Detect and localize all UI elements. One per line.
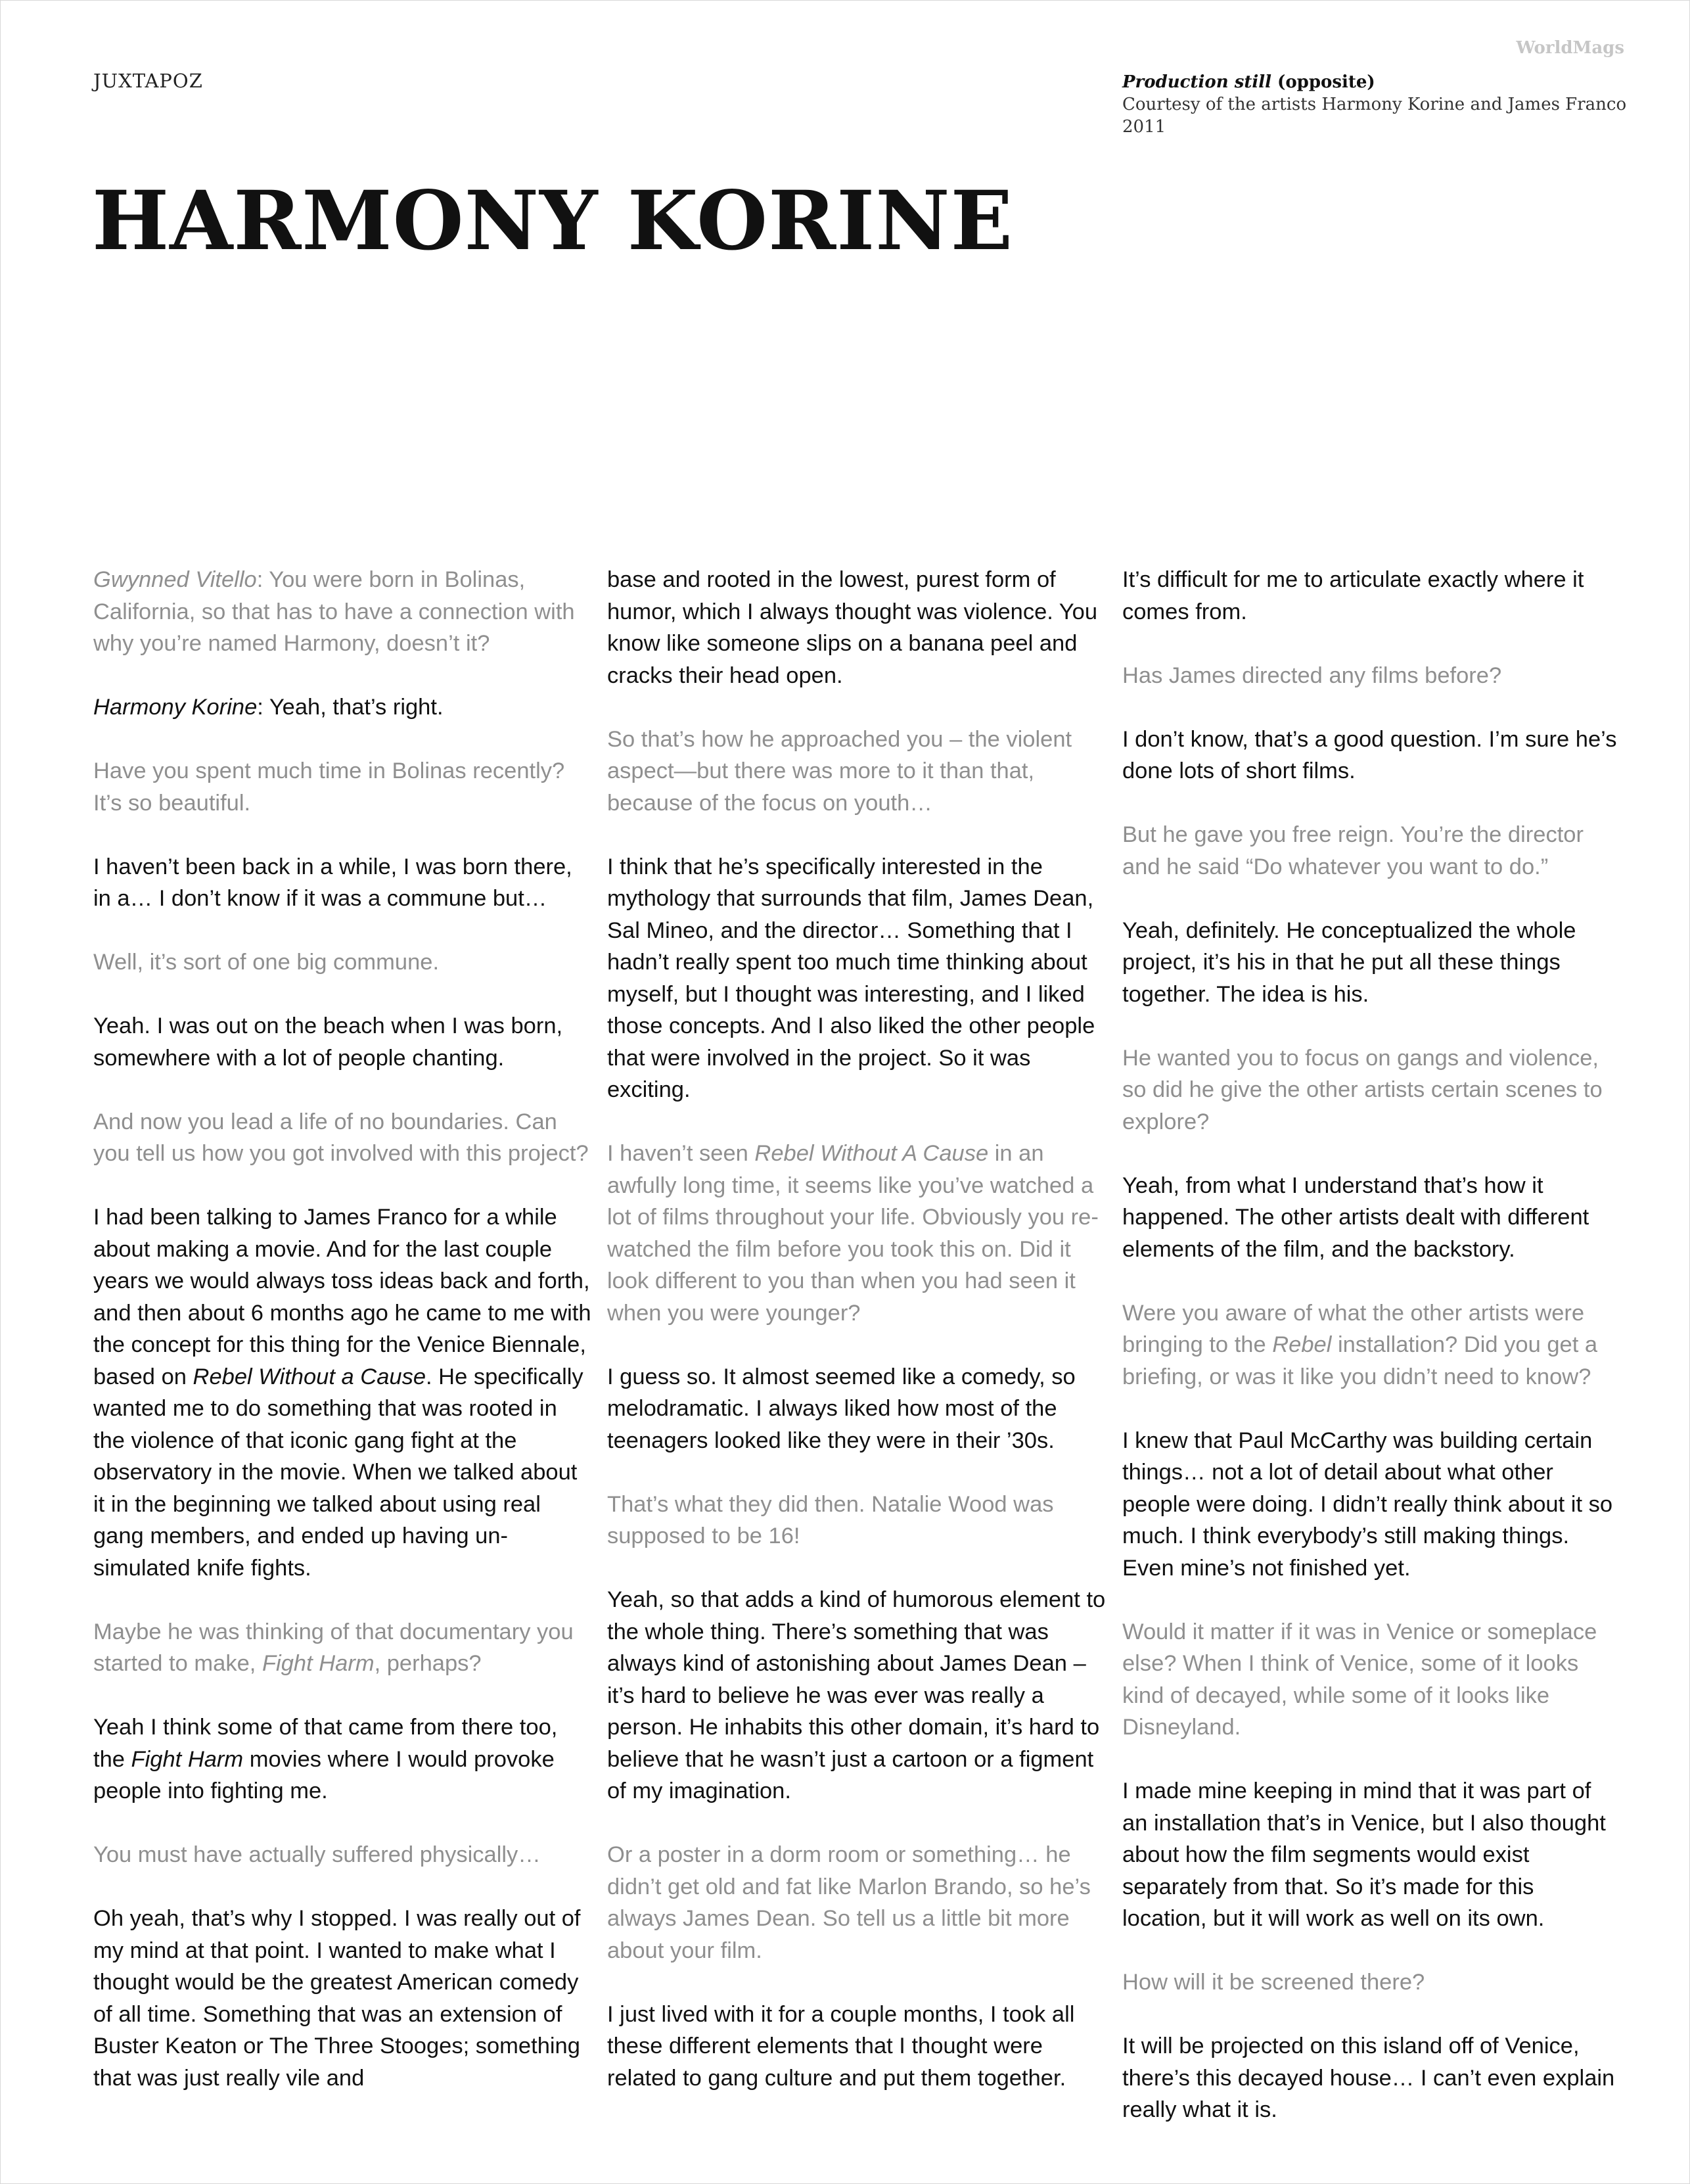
answer-text: Yeah I think some of that came from there too, the (93, 1715, 558, 1772)
caption-year: 2011 (1122, 117, 1166, 137)
answer-text: I had been talking to James Franco for a while about making a movie. And for the last couple years we would always toss ideas back and forth, and then about 6 months ago he came to me with the concept for this thing for the Venice Biennale, based on (93, 1205, 591, 1389)
answer-text: : Yeah, that’s right. (257, 695, 444, 720)
answer-paragraph: Yeah. I was out on the beach when I was born, somewhere with a lot of people chanting. (93, 1013, 563, 1071)
answer-paragraph: It’s difficult for me to articulate exactly where it comes from. (1122, 567, 1584, 624)
question-paragraph (93, 564, 593, 660)
answer-text: . He specifically wanted me to do something that was rooted in the violence of that iconic gang fight at the observatory in the movie. When we talked about it in the beginning we talked about using real gang members, and ended up having un-simulated knife fights. (93, 1364, 583, 1581)
question-paragraph: How will it be screened there? (1122, 1970, 1425, 1995)
answer-paragraph: I think that he’s specifically interested in the mythology that surrounds that film, James Dean, Sal Mineo, and the director… Something that I hadn’t really spent too much time thinking about myself, but I thought was interesting, and I liked those concepts. And I also liked the other people that were involved in the project. So it was exciting. (607, 854, 1095, 1102)
interview-column-2 (607, 564, 1107, 2126)
answer-paragraph (93, 691, 593, 724)
question-paragraph: You must have actually suffered physically… (93, 1842, 541, 1867)
film-title: Rebel (1272, 1332, 1332, 1357)
film-title: Fight Harm (262, 1651, 375, 1676)
film-title: Fight Harm (131, 1746, 244, 1772)
magazine-name: JUXTAPOZ (93, 70, 203, 92)
answer-text: movies where I would provoke people into fighting me. (93, 1746, 555, 1803)
film-title: Rebel Without a Cause (193, 1364, 426, 1389)
answer-paragraph: I don’t know, that’s a good question. I’m sure he’s done lots of short films. (1122, 726, 1617, 783)
question-paragraph: And now you lead a life of no boundaries. Can you tell us how you got involved with this project? (93, 1109, 589, 1166)
question-paragraph (93, 1616, 593, 1680)
question-paragraph: So that’s how he approached you – the violent aspect—but there was more to it than that, because of the focus on youth… (607, 726, 1072, 816)
film-title: Rebel Without A Cause (754, 1141, 989, 1166)
answer-paragraph: I knew that Paul McCarthy was building certain things… not a lot of detail about what other people were doing. I didn’t really think about it so much. I think everybody’s still making things. Even mine’s not finished yet. (1122, 1428, 1613, 1581)
interviewee-name: Harmony Korine (93, 695, 258, 720)
question-paragraph: Well, it’s sort of one big commune. (93, 950, 440, 975)
question-text: I haven’t seen (607, 1141, 755, 1166)
caption-title: Production still (1122, 72, 1271, 92)
question-text: in an awfully long time, it seems like you’ve watched a lot of films throughout your life. Obviously you re-watched the film before you took this on. Did it look different to you than when you had seen it when you were younger? (607, 1141, 1099, 1326)
caption-credit: Courtesy of the artists Harmony Korine and James Franco (1122, 95, 1627, 114)
question-paragraph: That’s what they did then. Natalie Wood was supposed to be 16! (607, 1491, 1054, 1548)
question-paragraph: He wanted you to focus on gangs and violence, so did he give the other artists certain scenes to explore? (1122, 1045, 1603, 1134)
question-text: : You were born in Bolinas, California, so that has to have a connection with why you’re named Harmony, doesn’t it? (93, 567, 575, 656)
question-paragraph: Or a poster in a dorm room or something… he didn’t get old and fat like Marlon Brando, so he’s always James Dean. So tell us a little bit more about your film. (607, 1842, 1091, 1963)
watermark: WorldMags (1516, 38, 1624, 58)
answer-paragraph: I just lived with it for a couple months, I took all these different elements that I thought were related to gang culture and put them together. (607, 2001, 1075, 2091)
caption-note: (opposite) (1271, 72, 1375, 92)
answer-paragraph: Yeah, definitely. He conceptualized the whole project, it’s his in that he put all these things together. The idea is his. (1122, 918, 1576, 1007)
caption-heading-line (1122, 71, 1635, 93)
question-paragraph: Has James directed any films before? (1122, 662, 1502, 688)
answer-paragraph (93, 1711, 593, 1807)
question-text: installation? Did you get a briefing, or was it like you didn’t need to know? (1122, 1332, 1598, 1389)
question-paragraph (1122, 1297, 1622, 1393)
answer-paragraph: base and rooted in the lowest, purest form of humor, which I always thought was violence. You know like someone slips on a banana peel and cracks their head open. (607, 567, 1098, 688)
page-title: HARMONY KORINE (92, 174, 1014, 269)
question-paragraph: Have you spent much time in Bolinas recently? It’s so beautiful. (93, 758, 565, 816)
answer-paragraph: I haven’t been back in a while, I was born there, in a… I don’t know if it was a commune but… (93, 854, 572, 911)
answer-paragraph: Oh yeah, that’s why I stopped. I was really out of my mind at that point. I wanted to make what I thought would be the greatest American comedy of all time. Something that was an extension of Buster Keaton or The Three Stooges; something that was just really vile and (93, 1906, 581, 2091)
interview-column-3 (1122, 564, 1622, 2158)
answer-paragraph (93, 1201, 593, 1584)
answer-paragraph: I made mine keeping in mind that it was part of an installation that’s in Venice, but I also thought about how the film segments would exist separately from that. So it’s made for this location, but it will work as well on its own. (1122, 1778, 1606, 1931)
question-paragraph: But he gave you free reign. You’re the director and he said “Do whatever you want to do.” (1122, 822, 1584, 879)
interviewer-name: Gwynned Vitello (93, 567, 257, 592)
answer-paragraph: Yeah, so that adds a kind of humorous element to the whole thing. There’s something that was always kind of astonishing about James Dean – it’s hard to believe he was ever was really a person. He inhabits this other domain, it’s hard to believe that he wasn’t just a cartoon or a figment of my imagination. (607, 1587, 1106, 1803)
answer-paragraph: Yeah, from what I understand that’s how it happened. The other artists dealt with different elements of the film, and the backstory. (1122, 1173, 1589, 1262)
answer-paragraph: It will be projected on this island off of Venice, there’s this decayed house… I can’t even explain really what it is. (1122, 2033, 1615, 2122)
question-paragraph: Would it matter if it was in Venice or someplace else? When I think of Venice, some of it looks kind of decayed, while some of it looks like Disneyland. (1122, 1619, 1597, 1740)
answer-paragraph: I guess so. It almost seemed like a comedy, so melodramatic. I always liked how most of the teenagers looked like they were in their ’30s. (607, 1364, 1076, 1453)
question-paragraph (607, 1138, 1107, 1329)
question-text: , perhaps? (374, 1651, 482, 1676)
question-text: Were you aware of what the other artists were bringing to the (1122, 1300, 1585, 1357)
interview-column-1 (93, 564, 593, 2126)
photo-caption (1122, 71, 1635, 138)
question-text: Maybe he was thinking of that documentary you started to make, (93, 1619, 574, 1676)
